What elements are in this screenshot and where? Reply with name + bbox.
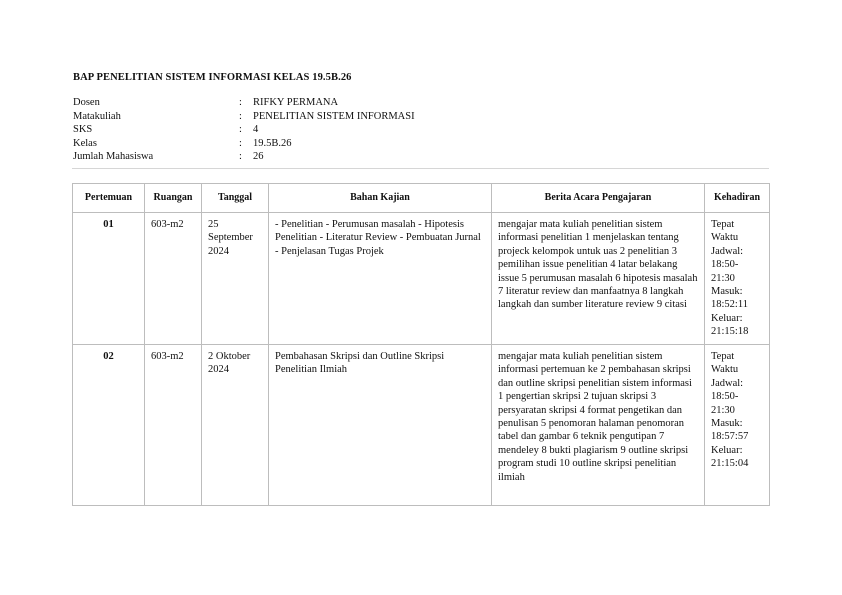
header-bahan-kajian: Bahan Kajian — [269, 184, 492, 213]
cell-bahan-kajian: - Penelitian - Perumusan masalah - Hipotesis Penelitian - Literatur Review - Pembuatan Jurnal - Penjelasan Tugas Projek — [269, 213, 492, 345]
meta-value: PENELITIAN SISTEM INFORMASI — [253, 110, 415, 122]
cell-kehadiran — [705, 345, 770, 506]
meta-label: Dosen — [73, 97, 100, 108]
kehadiran-line: Waktu — [711, 364, 739, 376]
header-tanggal: Tanggal — [202, 184, 269, 213]
kehadiran-line: Tepat — [711, 219, 735, 230]
kehadiran-line: Keluar: — [711, 444, 743, 456]
cell-berita-acara: mengajar mata kuliah penelitian sistem informasi pertemuan ke 2 pembahasan skripsi dan outline skripsi penelitian sistem informasi 1 pengertian skripsi 2 tujuan skripsi 3 persyaratan skripsi 4 format pengetikan dan penulisan 5 penomoran halaman penomoran tabel dan gambar 6 teknik pengutipan 7 mendeley 8 bukti plagiarism 9 outline skripsi program studi 10 outline skripsi penelitian ilmiah — [492, 345, 705, 506]
meta-label: Kelas — [73, 137, 97, 149]
document-title: BAP PENELITIAN SISTEM INFORMASI KELAS 19.5B.26 — [73, 72, 352, 83]
table-header-row — [73, 184, 770, 213]
meta-row-kelas — [73, 137, 415, 151]
meta-label: Matakuliah — [73, 110, 121, 122]
meta-row-jumlah-mahasiswa — [73, 150, 415, 164]
kehadiran-line: 21:30 — [711, 404, 735, 416]
kehadiran-line: Jadwal: — [711, 377, 744, 389]
cell-pertemuan: 02 — [73, 345, 145, 506]
meta-colon: : — [239, 124, 242, 136]
meta-label: SKS — [73, 124, 93, 136]
meta-info — [73, 96, 415, 164]
cell-tanggal: 2 Oktober 2024 — [202, 345, 269, 506]
kehadiran-line: Tepat — [711, 351, 735, 362]
meta-value: RIFKY PERMANA — [253, 97, 339, 108]
kehadiran-line: 21:30 — [711, 272, 735, 284]
meta-colon: : — [239, 110, 242, 122]
meta-colon: : — [239, 97, 242, 108]
meta-value: 26 — [253, 151, 264, 163]
kehadiran-line: 21:15:04 — [711, 458, 749, 470]
meta-row-matakuliah — [73, 110, 415, 124]
kehadiran-line: Masuk: — [711, 286, 743, 298]
header-pertemuan: Pertemuan — [73, 184, 145, 213]
meta-colon: : — [239, 151, 242, 163]
cell-tanggal: 25 September 2024 — [202, 213, 269, 345]
header-ruangan: Ruangan — [145, 184, 202, 213]
cell-kehadiran — [705, 213, 770, 345]
cell-bahan-kajian: Pembahasan Skripsi dan Outline Skripsi Penelitian Ilmiah — [269, 345, 492, 506]
meta-row-sks — [73, 123, 415, 137]
table-row — [73, 213, 770, 345]
kehadiran-line: Jadwal: — [711, 245, 744, 257]
meta-colon: : — [239, 137, 242, 149]
meta-row-dosen — [73, 96, 415, 110]
cell-berita-acara: mengajar mata kuliah penelitian sistem informasi penelitian 1 menjelaskan tentang projeck kelompok untuk uas 2 penelitian 3 pemilihan issue penelitian 4 latar belakang issue 5 perumusan masalah 6 hipotesis masalah 7 literatur review dan manfaatnya 8 langkah langkah dan sumber literature review 9 citasi — [492, 213, 705, 345]
meta-value: 4 — [253, 124, 259, 136]
kehadiran-line: Masuk: — [711, 418, 743, 430]
kehadiran-line: 18:57:57 — [711, 431, 749, 443]
header-kehadiran: Kehadiran — [705, 184, 770, 213]
kehadiran-line: Keluar: — [711, 312, 743, 324]
header-berita-acara: Berita Acara Pengajaran — [492, 184, 705, 213]
kehadiran-line: 21:15:18 — [711, 326, 749, 338]
kehadiran-line: Waktu — [711, 232, 739, 244]
table-row — [73, 345, 770, 506]
cell-pertemuan: 01 — [73, 213, 145, 345]
kehadiran-line: 18:52:11 — [711, 299, 748, 311]
kehadiran-line: 18:50- — [711, 391, 739, 403]
meta-value: 19.5B.26 — [253, 137, 292, 149]
meta-label: Jumlah Mahasiswa — [73, 151, 154, 163]
cell-ruangan: 603-m2 — [145, 213, 202, 345]
cell-ruangan: 603-m2 — [145, 345, 202, 506]
bap-table — [72, 183, 770, 506]
divider — [72, 168, 769, 169]
kehadiran-line: 18:50- — [711, 259, 739, 271]
